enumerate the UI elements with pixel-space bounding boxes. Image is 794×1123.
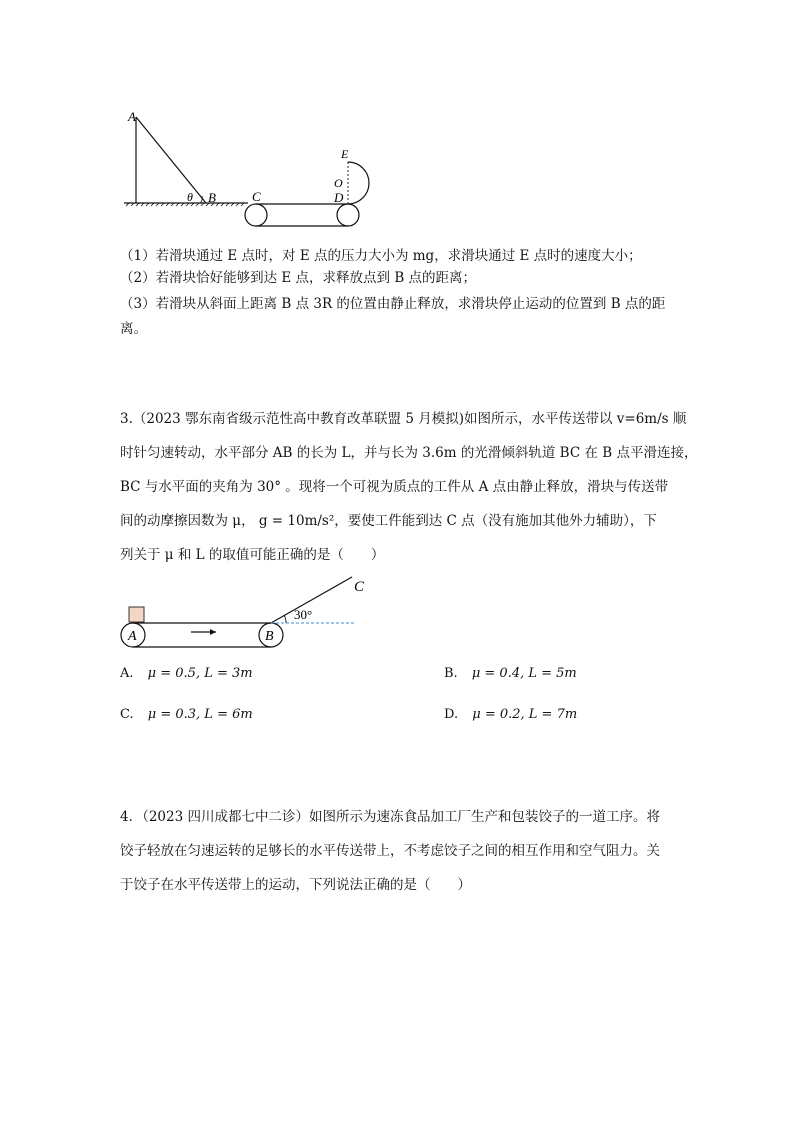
option-text: μ = 0.5, L = 3m <box>147 666 253 681</box>
option-letter: A. <box>120 666 134 681</box>
option-c[interactable] <box>120 707 253 722</box>
label-c: C <box>354 579 365 595</box>
label-a: A <box>128 109 136 124</box>
label-d: D <box>334 190 344 205</box>
option-text: μ = 0.3, L = 6m <box>147 707 253 722</box>
option-text: μ = 0.2, L = 7m <box>472 707 578 722</box>
option-a[interactable] <box>120 666 253 681</box>
label-b: B <box>208 190 216 205</box>
q3-line: BC 与水平面的夹角为 30° 。现将一个可视为质点的工件从 A 点由静止释放，滑块与传送带 <box>120 479 669 495</box>
q2-part-3-cont: 离。 <box>120 321 147 337</box>
option-letter: D. <box>444 707 459 722</box>
q3-line: 间的动摩擦因数为 μ， g = 10m/s²，要使工件能到达 C 点（没有施加其他外力辅助），下 <box>120 513 657 529</box>
option-letter: C. <box>120 707 134 722</box>
figure-conveyor-incline <box>118 572 378 652</box>
q3-line: 时针匀速转动，水平部分 AB 的长为 L，并与长为 3.6m 的光滑倾斜轨道 BC 在 B 点平滑连接， <box>120 445 698 461</box>
q4-line: 于饺子在水平传送带上的运动，下列说法正确的是（ ） <box>120 877 471 893</box>
option-b[interactable] <box>444 666 577 681</box>
q2-part-3: （3）若滑块从斜面上距离 B 点 3R 的位置由静止释放，求滑块停止运动的位置到 B 点的距 <box>120 296 666 312</box>
label-o: O <box>334 176 343 190</box>
label-b: B <box>265 629 274 644</box>
option-letter: B. <box>444 666 458 681</box>
q4-line: 饺子轻放在匀速运转的足够长的水平传送带上，不考虑饺子之间的相互作用和空气阻力。关 <box>120 843 660 859</box>
q4-line: 4．（2023 四川成都七中二诊）如图所示为速冻食品加工厂生产和包装饺子的一道工序。将 <box>120 809 660 825</box>
q2-part-2: （2）若滑块恰好能够到达 E 点，求释放点到 B 点的距离； <box>120 270 477 286</box>
q3-line: 3.（2023 鄂东南省级示范性高中教育改革联盟 5 月模拟)如图所示，水平传送带以 v=6m/s 顺 <box>120 411 687 427</box>
q4-stem <box>120 800 680 902</box>
q3-stem <box>120 402 698 572</box>
q2-part-1: （1）若滑块通过 E 点时，对 E 点的压力大小为 mg，求滑块通过 E 点时的速度大小； <box>120 248 642 264</box>
q3-line: 列关于 μ 和 L 的取值可能正确的是（ ） <box>120 547 385 563</box>
option-d[interactable] <box>444 707 577 722</box>
label-a: A <box>128 629 137 644</box>
angle-label: 30° <box>294 607 313 622</box>
label-e: E <box>341 147 349 161</box>
label-theta: θ <box>187 190 193 204</box>
option-text: μ = 0.4, L = 5m <box>471 666 577 681</box>
label-c: C <box>252 189 261 204</box>
figure-incline-conveyor <box>120 105 380 230</box>
